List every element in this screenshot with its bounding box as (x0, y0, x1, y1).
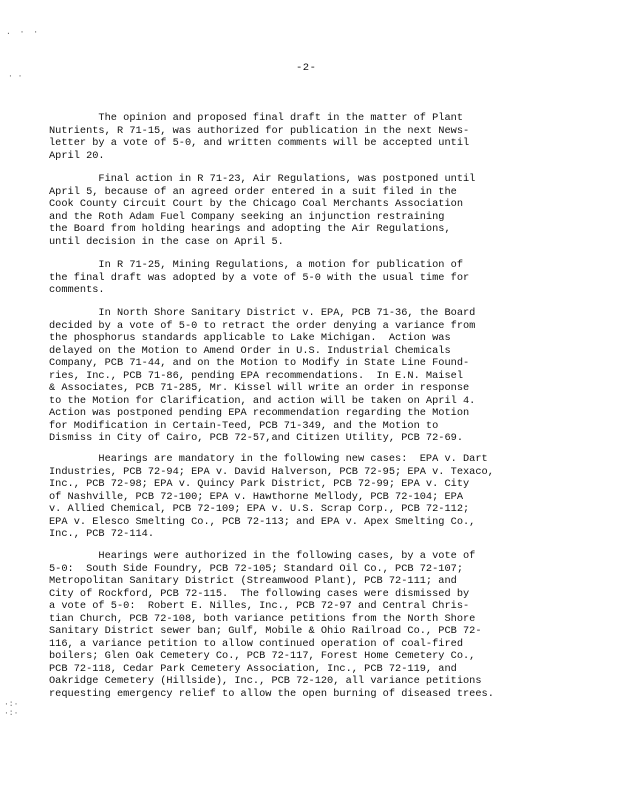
paragraph-plant-nutrients: The opinion and proposed final draft in the matter of Plant Nutrients, R 71-15, was authorized for publication in the next News- letter by a vote of 5-0, and written comments will be accepted until April 20. (49, 112, 470, 162)
paragraph-mandatory-hearings: Hearings are mandatory in the following new cases: EPA v. Dart Industries, PCB 72-94; EPA v. David Halverson, PCB 72-95; EPA v. Texaco, Inc., PCB 72-98; EPA v. Quincy Park District, PCB 72-99; EPA v. City of Nashville, PCB 72-100; EPA v. Hawthorne Mellody, PCB 72-104; EPA v. Allied Chemical, PCB 72-109; EPA v. U.S. Scrap Corp., PCB 72-112; EPA v. Elesco Smelting Co., PCB 72-113; and EPA v. Apex Smelting Co., Inc., PCB 72-114. (49, 453, 494, 540)
page-number: -2- (296, 62, 317, 74)
corner-mark-bottom: ·:· ·:· (4, 700, 19, 718)
paragraph-north-shore: In North Shore Sanitary District v. EPA, PCB 71-36, the Board decided by a vote of 5-0 to retract the order denying a variance from the phosphorus standards applicable to Lake Michigan. Action was delayed on the Motion to Amend Order in U.S. Industrial Chemicals Company, PCB 71-44, and on the Motion to Modify in State Line Found- ries, Inc., PCB 71-86, pending EPA recommendations. In E.N. Maisel & Associates, PCB 71-285, Mr. Kissel will write an order in response to the Motion for Clarification, and action will be taken on April 4. Action was postponed pending EPA recommendation regarding the Motion for Modification in Certain-Teed, PCB 71-349, and the Motion to Dismiss in City of Cairo, PCB 72-57,and Citizen Utility, PCB 72-69. (49, 307, 476, 444)
corner-mark-top: . · · (6, 28, 41, 37)
paragraph-authorized-hearings: Hearings were authorized in the following cases, by a vote of 5-0: South Side Foundry, PCB 72-105; Standard Oil Co., PCB 72-107; Metropolitan Sanitary District (Streamwood Plant), PCB 72-111; and City of Rockford, PCB 72-115. The following cases were dismissed by a vote of 5-0: Robert E. Nilles, Inc., PCB 72-97 and Central Chris- tian Church, PCB 72-108, both variance petitions from the North Shore Sanitary District sewer ban; Gulf, Mobile & Ohio Railroad Co., PCB 72- 116, a variance petition to allow continued operation of coal-fired boilers; Glen Oak Cemetery Co., PCB 72-117, Forest Home Cemetery Co., PCB 72-118, Cedar Park Cemetery Association, Inc., PCB 72-119, and Oakridge Cemetery (Hillside), Inc., PCB 72-120, all variance petitions requesting emergency relief to allow the open burning of diseased trees. (49, 550, 494, 700)
paragraph-mining-regulations: In R 71-25, Mining Regulations, a motion for publication of the final draft was adopted by a vote of 5-0 with the usual time for comments. (49, 259, 470, 296)
corner-mark-mid: · · (8, 72, 23, 81)
paragraph-air-regulations: Final action in R 71-23, Air Regulations, was postponed until April 5, because of an agreed order entered in a suit filed in the Cook County Circuit Court by the Chicago Coal Merchants Association and the Roth Adam Fuel Company seeking an injunction restraining the Board from holding hearings and adopting the Air Regulations, until decision in the case on April 5. (49, 173, 476, 248)
